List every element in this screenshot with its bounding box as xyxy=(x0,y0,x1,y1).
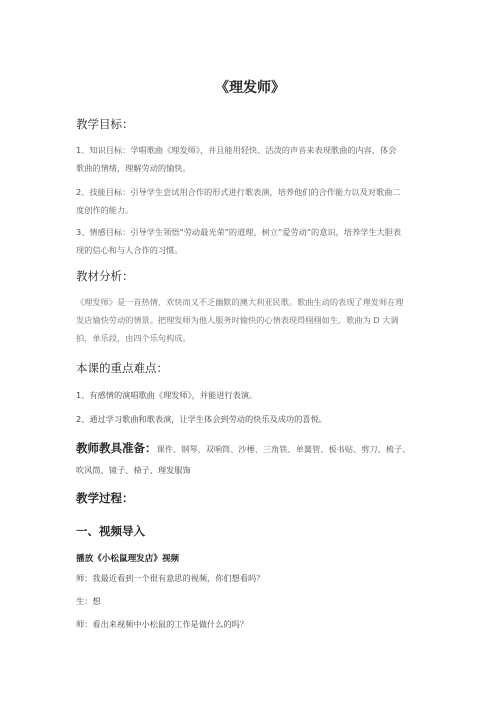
section-video-intro: 一、视频导入 xyxy=(76,524,145,538)
goal-1-line-2: 歌曲的情绪，理解劳动的愉快。 xyxy=(76,163,191,173)
keypoint-1: 1、有感情的演唱歌曲《理发师》，并能进行表演。 xyxy=(76,390,258,400)
video-subheading: 播放《小松鼠理发店》视频 xyxy=(76,554,180,564)
analysis-line-1: 《理发师》是一首热情、欢快而又不乏幽默的澳大利亚民歌。歌曲生动的表现了理发师在理 xyxy=(76,297,404,307)
keypoint-2: 2、通过学习歌曲和歌表演，让学生体会到劳动的快乐及成功的喜悦。 xyxy=(76,414,327,424)
goal-1-line-1: 1、知识目标：学唱歌曲《理发师》，并且能用轻快、活泼的声音来表现歌曲的内容，体会 xyxy=(76,145,397,155)
dialogue-line-2: 生：想 xyxy=(76,596,101,606)
goals-heading: 教学目标： xyxy=(76,117,134,131)
tools-row xyxy=(76,440,410,456)
analysis-line-2: 发店愉快劳动的情景。把理发师为他人服务时愉快的心情表现得栩栩如生。歌曲为 D 大调 xyxy=(76,315,399,325)
tools-heading: 教师教具准备： xyxy=(76,441,157,455)
document-title: 《理发师》 xyxy=(215,80,285,96)
tools-line-2: 吹风筒、镜子、椅子、理发服饰 xyxy=(76,465,191,475)
analysis-heading: 教材分析： xyxy=(76,269,134,283)
analysis-paragraph xyxy=(76,293,426,347)
tools-line-1: 课件、钢琴、双响筒、沙棰、三角铁、单簧管、板书贴、剪刀、梳子、 xyxy=(156,444,411,454)
goal-3-line-1: 3、情感目标：引导学生领悟“劳动最光荣”的道理，树立“爱劳动”的意识，培养学生大胆表 xyxy=(76,227,402,237)
goal-2-line-1: 2、技能目标：引导学生尝试用合作的形式进行歌表演，培养他们的合作能力以及对歌曲二 xyxy=(76,187,401,197)
goal-item-3 xyxy=(76,223,426,259)
goal-item-1 xyxy=(76,141,426,177)
dialogue-line-1: 师：我最近看到一个很有意思的视频，你们想看吗？ xyxy=(76,573,265,583)
process-heading: 教学过程： xyxy=(76,491,134,505)
goal-item-2 xyxy=(76,183,426,219)
goal-3-line-2: 现的信心和与人合作的习惯。 xyxy=(76,245,183,255)
analysis-line-3: 拍，单乐段，由四个乐句构成。 xyxy=(76,333,191,343)
keypoints-heading: 本课的重点难点： xyxy=(76,361,168,375)
goal-2-line-2: 度创作的能力。 xyxy=(76,205,134,215)
dialogue-line-3: 师：看出来视频中小松鼠的工作是做什么的吗？ xyxy=(76,619,248,629)
